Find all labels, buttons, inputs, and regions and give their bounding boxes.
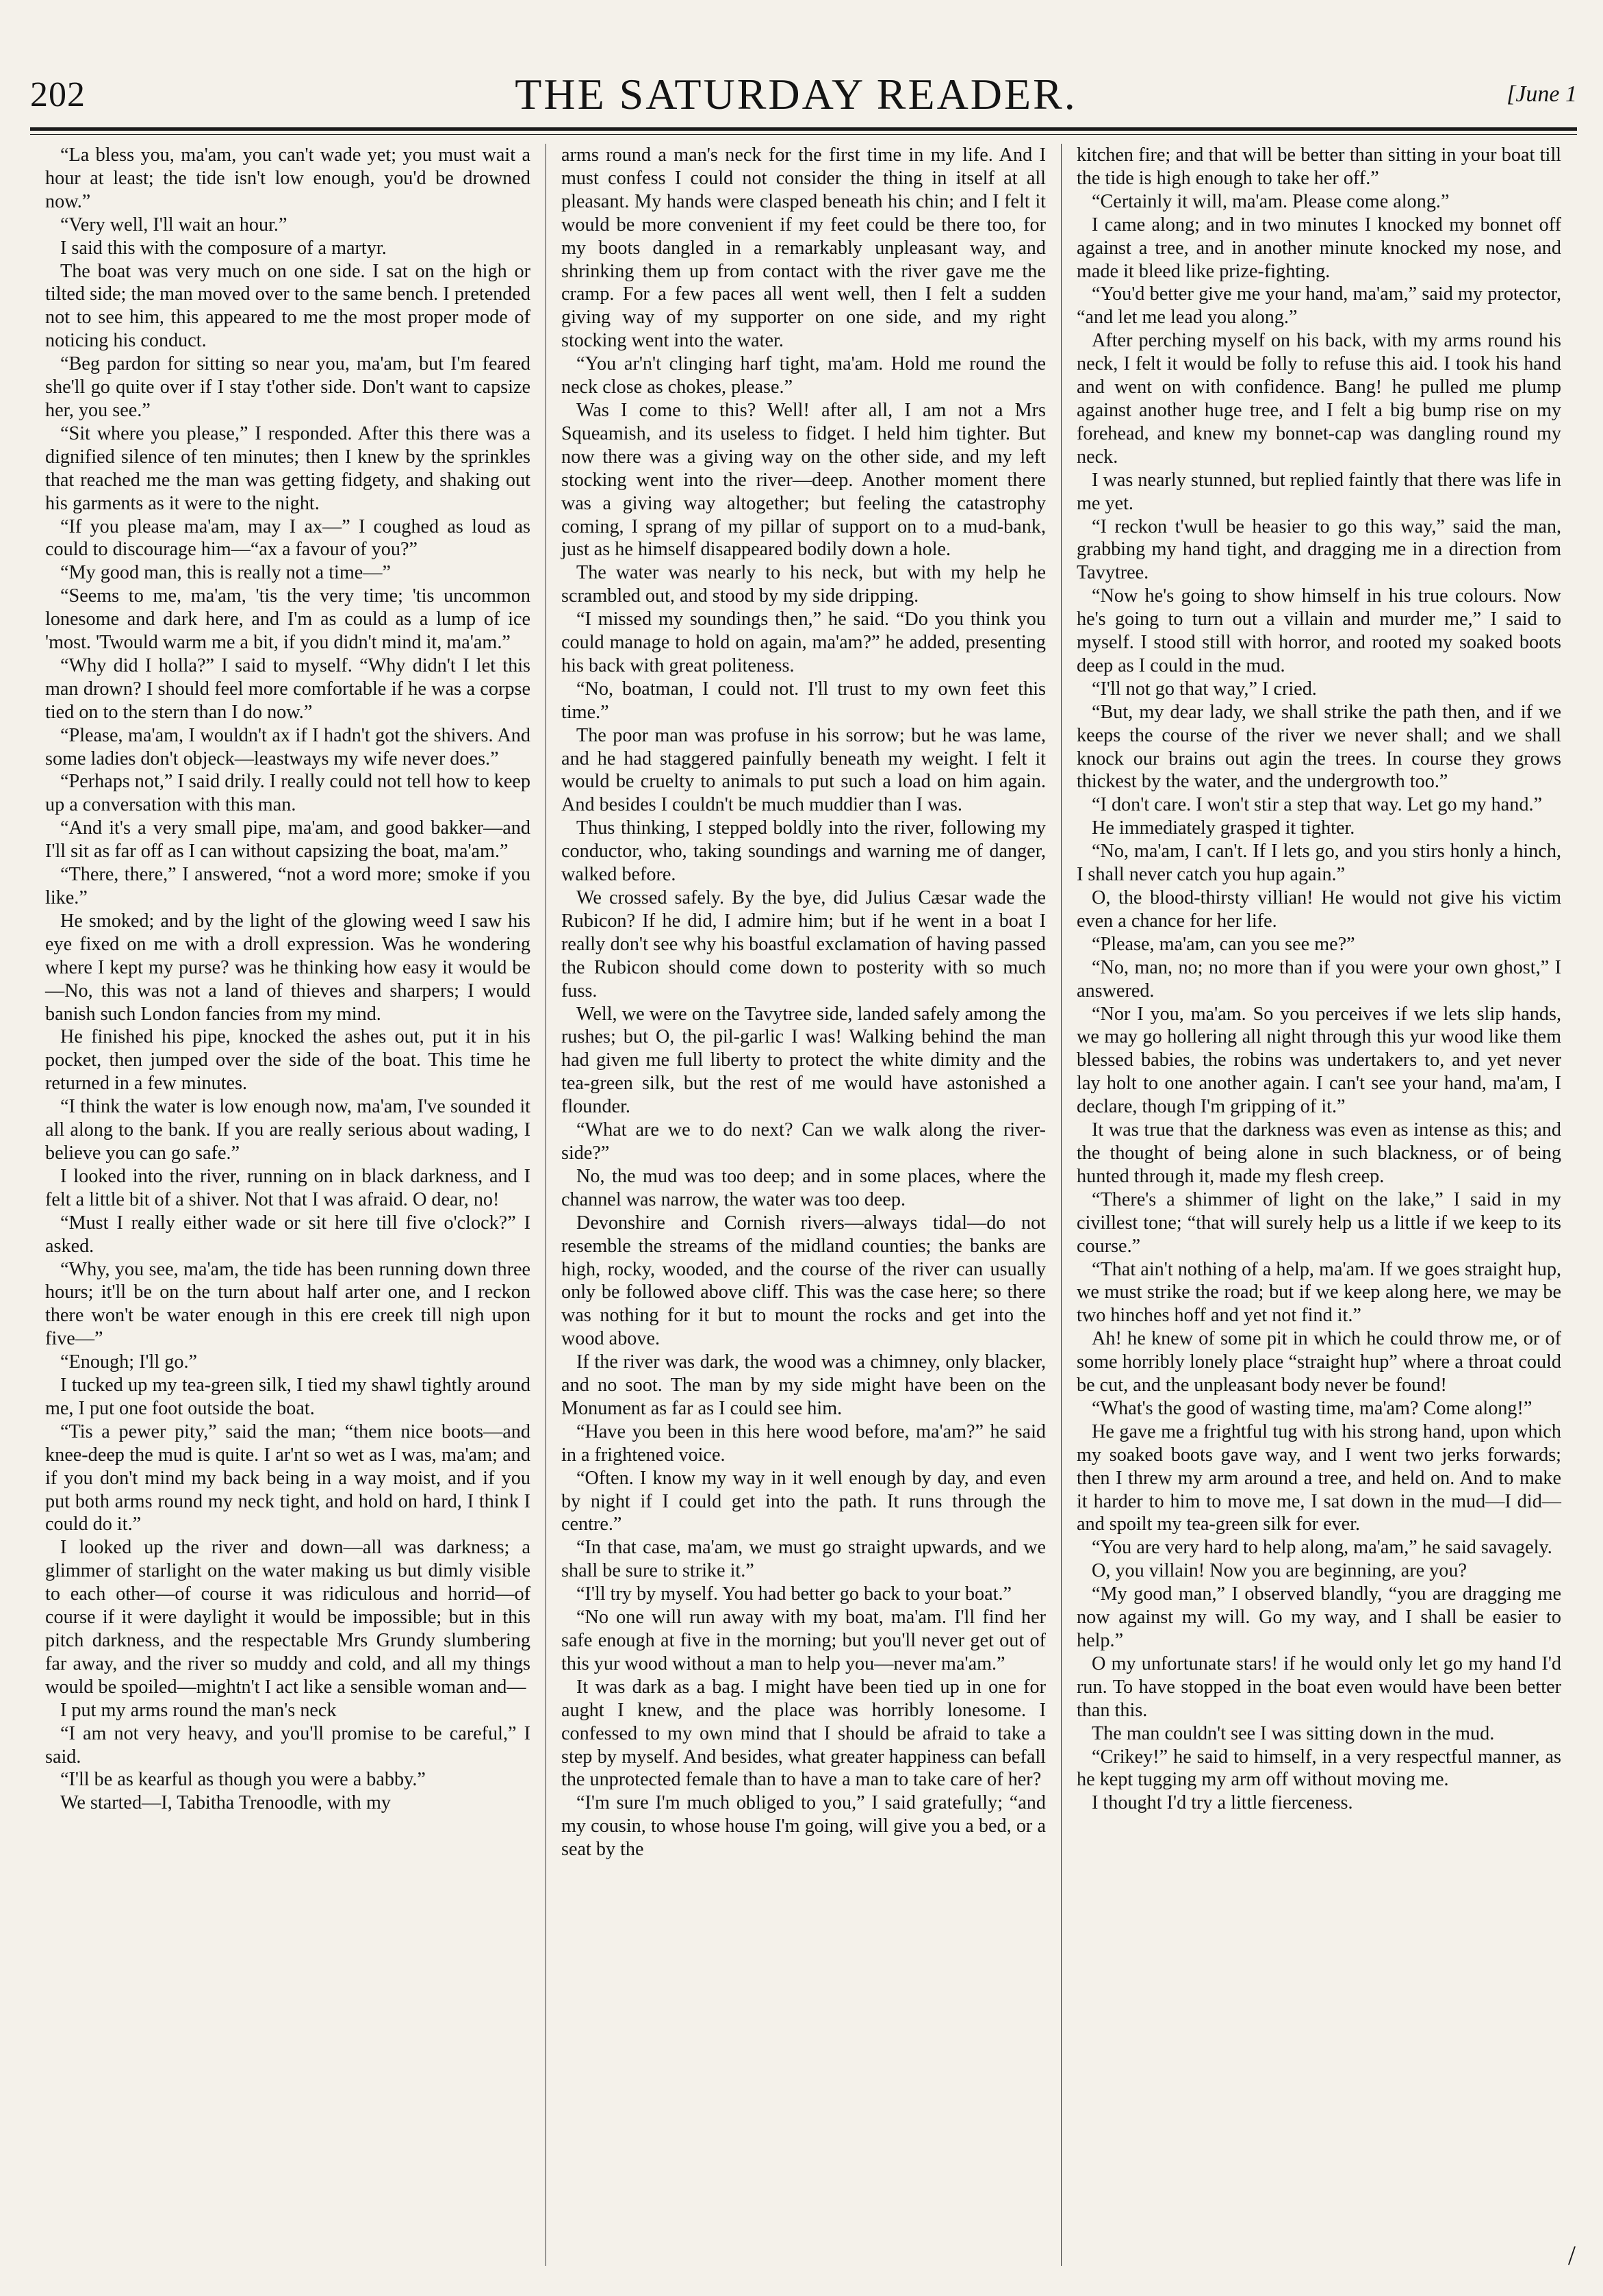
paragraph: “Have you been in this here wood before, ma'am?” he said in a frightened voice. xyxy=(561,1420,1046,1466)
paragraph: “You are very hard to help along, ma'am,” he said savagely. xyxy=(1092,1537,1552,1559)
paragraph: I came along; and in two minutes I knocked my bonnet off against a tree, and in another minute knocked my nose, and made it bleed like prize-fighting. xyxy=(1077,214,1561,282)
paragraph: The boat was very much on one side. I sat on the high or tilted side; the man moved over to the same bench. I pretended not to see him, this appeared to me the most proper mode of noticing his conduct. xyxy=(45,260,530,352)
paragraph: He smoked; and by the light of the glowing weed I saw his eye fixed on me with a droll expression. Was he wondering where I kept my purse? was he thinking how easy it would be—No, this was not a land of thieves and sharpers; I would banish such London fancies from my mind. xyxy=(45,910,530,1025)
header-rule xyxy=(30,127,1577,131)
paragraph: If the river was dark, the wood was a chimney, only blacker, and no soot. The man by my side might have been on the Monument as far as I could see him. xyxy=(561,1351,1046,1419)
paragraph: “What are we to do next? Can we walk along the river-side?” xyxy=(561,1119,1046,1164)
paragraph: “Now he's going to show himself in his true colours. Now he's going to turn out a villain and murder me,” I said to myself. I stood still with horror, and rooted my soaked boots deep as I could in the mud. xyxy=(1077,585,1561,676)
paragraph: The water was nearly to his neck, but with my help he scrambled out, and stood by my side dripping. xyxy=(561,562,1046,607)
paragraph: “I don't care. I won't stir a step that way. Let go my hand.” xyxy=(1092,794,1543,816)
paragraph: “That ain't nothing of a help, ma'am. If we goes straight hup, we must strike the road; but if we keep along here, we may be two hinches hoff and yet not find it.” xyxy=(1077,1258,1561,1327)
paragraph: kitchen fire; and that will be better than sitting in your boat till the tide is high enough to take her off.” xyxy=(1077,144,1561,189)
paragraph: “Beg pardon for sitting so near you, ma'am, but I'm feared she'll go quite over if I stay t'other side. Don't want to capsize her, you see.” xyxy=(45,353,530,421)
paragraph: I thought I'd try a little fierceness. xyxy=(1092,1792,1353,1814)
text-column-3 xyxy=(1061,144,1576,2266)
paragraph: “There, there,” I answered, “not a word more; smoke if you like.” xyxy=(45,864,530,908)
paragraph: “Must I really either wade or sit here till five o'clock?” I asked. xyxy=(45,1212,530,1257)
paragraph: I said this with the composure of a martyr. xyxy=(60,237,387,259)
paragraph: “In that case, ma'am, we must go straight upwards, and we shall be sure to strike it.” xyxy=(561,1537,1046,1582)
paragraph: “No, boatman, I could not. I'll trust to my own feet this time.” xyxy=(561,678,1046,723)
paragraph: “Very well, I'll wait an hour.” xyxy=(60,214,287,235)
paragraph: “I reckon t'wull be heasier to go this way,” said the man, grabbing my hand tight, and dragging me in a direction from Tavytree. xyxy=(1077,515,1561,584)
page-number: 202 xyxy=(30,75,86,114)
issue-date: [June 1 xyxy=(1506,81,1577,107)
paragraph: I looked into the river, running on in black darkness, and I felt a little bit of a shiver. Not that I was afraid. O dear, no! xyxy=(45,1165,530,1210)
paragraph: “Enough; I'll go.” xyxy=(60,1351,197,1373)
paragraph: I tucked up my tea-green silk, I tied my shawl tightly around me, I put one foot outside the boat. xyxy=(45,1375,530,1419)
paragraph: We crossed safely. By the bye, did Julius Cæsar wade the Rubicon? If he did, I admire him; but if he went in a boat I really don't see why his boastful exclamation of having passed the Rubicon should come down to posterity with so much fuss. xyxy=(561,887,1046,1002)
paragraph: “Certainly it will, ma'am. Please come along.” xyxy=(1092,190,1450,212)
paragraph: I put my arms round the man's neck xyxy=(60,1699,337,1721)
paragraph: I was nearly stunned, but replied faintly that there was life in me yet. xyxy=(1077,469,1561,514)
paragraph: “I missed my soundings then,” he said. “Do you think you could manage to hold on again, ma'am?” he added, presenting his back with great politeness. xyxy=(561,609,1046,676)
paragraph: “I'll not go that way,” I cried. xyxy=(1092,678,1317,700)
paragraph: He gave me a frightful tug with his strong hand, upon which my soaked boots gave way, and I went two jerks forwards; then I threw my arm around a tree, and held on. And to make it harder to him to move me, I sat down in the mud—I did—and spoilt my tea-green silk for ever. xyxy=(1077,1420,1561,1535)
paragraph: “Tis a pewer pity,” said the man; “them nice boots—and knee-deep the mud is quite. I ar'nt so wet as I was, ma'am; and if you don't mind my back being in a way moist, and if you put both arms round my neck tight, and hold on hard, I think I could do it.” xyxy=(45,1420,530,1535)
paragraph: I looked up the river and down—all was darkness; a glimmer of starlight on the water making us but dimly visible to each other—of course it was ridiculous and horrid—of course if it were daylight it would be impossible; but in this pitch darkness, and the respectable Mrs Grundy slumbering far away, and the river so muddy and cold, and all my things would be spoiled—mightn't I act like a sensible woman and— xyxy=(45,1537,530,1698)
paragraph: It was true that the darkness was even as intense as this; and the thought of being alone in such blackness, or of being hunted through it, made my flesh creep. xyxy=(1077,1119,1561,1187)
masthead-title: THE SATURDAY READER. xyxy=(515,70,1077,118)
paragraph: “My good man,” I observed blandly, “you are dragging me now against my will. Go my way, and I shall be easier to help.” xyxy=(1077,1583,1561,1651)
paragraph: He finished his pipe, knocked the ashes out, put it in his pocket, then jumped over the side of the boat. This time he returned in a few minutes. xyxy=(45,1026,530,1095)
paragraph: Was I come to this? Well! after all, I am not a Mrs Squeamish, and its useless to fidget. I held him tighter. But now there was a giving way on the other side, and my left stocking went into the river—deep. Another moment there was a giving way altogether; but feeling the catastrophy coming, I sprang of my pillar of support on to a mud-bank, just as he himself disappeared bodily down a hole. xyxy=(561,399,1046,561)
paragraph: “No, ma'am, I can't. If I lets go, and you stirs honly a hinch, I shall never catch you hup again.” xyxy=(1077,841,1561,886)
paragraph: “You ar'n't clinging harf tight, ma'am. Hold me round the neck close as chokes, please.” xyxy=(561,353,1046,398)
paragraph: “Why, you see, ma'am, the tide has been running down three hours; it'll be on the turn about half arter one, and I reckon there won't be water enough in this ere creek till nigh upon five—” xyxy=(45,1258,530,1350)
paragraph: “Please, ma'am, I wouldn't ax if I hadn't got the shivers. And some ladies don't objeck—leastways my wife never does.” xyxy=(45,724,530,769)
paragraph: “If you please ma'am, may I ax—” I coughed as loud as could to discourage him—“ax a favour of you?” xyxy=(45,515,530,561)
paragraph: “Nor I you, ma'am. So you perceives if we lets slip hands, we may go hollering all night through this yur wood like them blessed babies, the robins was undertakers to, and yet never lay holt to one another again. I can't see your hand, ma'am, I declare, though I'm gripping of it.” xyxy=(1077,1003,1561,1118)
paragraph: “Seems to me, ma'am, 'tis the very time; 'tis uncommon lonesome and dark here, and I'm as could as a lump of ice 'most. 'Twould warm me a bit, if you didn't mind it, ma'am.” xyxy=(45,585,530,654)
paragraph: It was dark as a bag. I might have been tied up in one for aught I knew, and the place was horribly lonesome. I confessed to my own mind that I should be afraid to take a step by myself. And besides, what greater happiness can befall the unprotected female than to have a man to take care of her? xyxy=(561,1676,1046,1791)
page-header xyxy=(30,63,1577,126)
paragraph: He immediately grasped it tighter. xyxy=(1092,817,1355,839)
paragraph: “La bless you, ma'am, you can't wade yet; you must wait a hour at least; the tide isn't low enough, you'd be drowned now.” xyxy=(45,144,530,212)
corner-mark: / xyxy=(1567,2240,1576,2271)
paragraph: “No one will run away with my boat, ma'am. I'll find her safe enough at five in the morning; but you'll never get out of this yur wood without a man to help you—never ma'am.” xyxy=(561,1607,1046,1674)
paragraph: “Sit where you please,” I responded. After this there was a dignified silence of ten minutes; then I knew by the sprinkles that reached me the man was getting fidgety, and shaking out his garments as it were to the night. xyxy=(45,422,530,514)
paragraph: “My good man, this is really not a time—” xyxy=(60,562,392,584)
paragraph: “I'll try by myself. You had better go back to your boat.” xyxy=(576,1583,1012,1605)
paragraph: “Crikey!” he said to himself, in a very respectful manner, as he kept tugging my arm off without moving me. xyxy=(1077,1746,1561,1791)
paragraph: Ah! he knew of some pit in which he could throw me, or of some horribly lonely place “straight hup” where a throat could be cut, and the unpleasant body never be found! xyxy=(1077,1328,1561,1396)
paragraph: Thus thinking, I stepped boldly into the river, following my conductor, who, taking soundings and warning me of danger, walked before. xyxy=(561,817,1046,886)
paragraph: “No, man, no; no more than if you were your own ghost,” I answered. xyxy=(1077,956,1561,1002)
paragraph: “I am not very heavy, and you'll promise to be careful,” I said. xyxy=(45,1722,530,1768)
paragraph: “I'm sure I'm much obliged to you,” I said gratefully; “and my cousin, to whose house I'm going, will give you a bed, or a seat by the xyxy=(561,1792,1046,1861)
paragraph: No, the mud was too deep; and in some places, where the channel was narrow, the water was too deep. xyxy=(561,1165,1046,1210)
header-rule-thin xyxy=(30,134,1577,135)
paragraph: arms round a man's neck for the first time in my life. And I must confess I could not consider the thing in itself at all pleasant. My hands were clasped beneath his chin; and I felt it would be more convenient if my feet could be there too, for my boots dangled in a remarkably unpleasant way, and shrinking them up from contact with the river gave me the cramp. For a few paces all went well, then I felt a sudden giving way of my supporter on one side, and my right stocking went into the water. xyxy=(561,144,1046,352)
paragraph: The poor man was profuse in his sorrow; but he was lame, and he had staggered painfully beneath my weight. I felt it would be cruelty to animals to put such a load on him again. And besides I couldn't be much muddier than I was. xyxy=(561,724,1046,816)
paragraph: “You'd better give me your hand, ma'am,” said my protector, “and let me lead you along.” xyxy=(1077,283,1561,329)
paragraph: “I think the water is low enough now, ma'am, I've sounded it all along to the bank. If you are really serious about wading, I believe you can go safe.” xyxy=(45,1096,530,1164)
paragraph: “Please, ma'am, can you see me?” xyxy=(1092,933,1355,955)
paragraph: “Why did I holla?” I said to myself. “Why didn't I let this man drown? I should feel more comfortable if he was a corpse tied on to the stern than I do now.” xyxy=(45,654,530,723)
paragraph: O, the blood-thirsty villian! He would not give his victim even a chance for her life. xyxy=(1077,887,1561,932)
paragraph: “But, my dear lady, we shall strike the path then, and if we keeps the course of the river we never shall; and we shall knock our brains out agin the trees. In course they grows thickest by the water, and the undergrowth too.” xyxy=(1077,701,1561,793)
paragraph: “What's the good of wasting time, ma'am? Come along!” xyxy=(1092,1397,1533,1419)
text-column-1 xyxy=(30,144,546,2266)
paragraph: “I'll be as kearful as though you were a babby.” xyxy=(60,1769,426,1791)
paragraph: “Perhaps not,” I said drily. I really could not tell how to keep up a conversation with this man. xyxy=(45,771,531,816)
paragraph: Well, we were on the Tavytree side, landed safely among the rushes; but O, the pil-garlic I was! Walking behind the man had given me full liberty to protect the white dimity and the tea-green silk, but the rest of me would have astonished a flounder. xyxy=(561,1003,1046,1118)
paragraph: The man couldn't see I was sitting down in the mud. xyxy=(1092,1722,1495,1744)
paragraph: After perching myself on his back, with my arms round his neck, I felt it would be folly to refuse this aid. I took his hand and went on with confidence. Bang! he pulled me plump against another huge tree, and I felt a big bump rise on my forehead, and knew my bonnet-cap was dangling round my neck. xyxy=(1077,330,1561,468)
paragraph: Devonshire and Cornish rivers—always tidal—do not resemble the streams of the midland counties; the banks are high, rocky, wooded, and the course of the river can usually only be followed above cliff. This was the case here; so there was nothing for it but to mount the rocks and get into the wood above. xyxy=(561,1212,1046,1350)
paragraph: “Often. I know my way in it well enough by day, and even by night if I could get into the path. It runs through the centre.” xyxy=(561,1467,1046,1535)
text-column-2 xyxy=(546,144,1061,2266)
paragraph: O my unfortunate stars! if he would only let go my hand I'd run. To have stopped in the boat even would have been better than this. xyxy=(1077,1653,1561,1721)
paragraph: O, you villain! Now you are beginning, are you? xyxy=(1092,1560,1467,1582)
article-columns xyxy=(30,144,1577,2266)
paragraph: We started—I, Tabitha Trenoodle, with my xyxy=(60,1792,391,1814)
paragraph: “There's a shimmer of light on the lake,” I said in my civillest tone; “that will surely help us a little if we keep to its course.” xyxy=(1077,1188,1561,1257)
paragraph: “And it's a very small pipe, ma'am, and good bakker—and I'll sit as far off as I can without capsizing the boat, ma'am.” xyxy=(45,817,530,863)
